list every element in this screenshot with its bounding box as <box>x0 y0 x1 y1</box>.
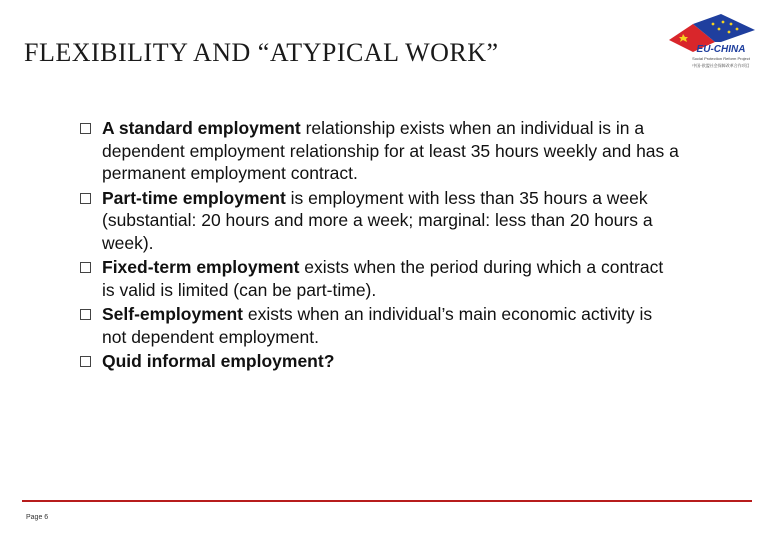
bullet-term: Part-time employment <box>102 187 286 208</box>
bullet-list <box>80 117 680 375</box>
bullet-description: is employment with less than 35 hours a week (substantial: 20 hours and more a week; marginal: less than 20 hours a week). <box>102 187 653 253</box>
bullet-text <box>102 257 663 300</box>
checkbox-bullet-icon <box>80 262 91 273</box>
footer-divider <box>22 500 752 502</box>
bullet-term: Self-employment <box>102 304 243 324</box>
bullet-description: relationship exists when an individual is in a dependent employment relationship for at least 35 hours weekly and has a permanent employment contract. <box>102 118 679 183</box>
logo-tagline-cn: 中国-欧盟社会保障改革合作项目 <box>692 63 750 68</box>
logo-tagline: Social Protection Reform Project <box>692 56 750 61</box>
eu-china-logo <box>663 12 769 74</box>
page-number: Page 6 <box>26 514 49 521</box>
checkbox-bullet-icon <box>80 123 91 134</box>
checkbox-bullet-icon <box>80 356 91 367</box>
checkbox-bullet-icon <box>80 193 91 204</box>
bullet-self-employment <box>80 303 680 348</box>
bullet-informal-employment <box>80 350 680 373</box>
bullet-text <box>102 351 334 371</box>
slide-title: FLEXIBILITY AND “ATYPICAL WORK” <box>24 38 499 67</box>
bullet-term: Quid informal employment? <box>102 351 335 371</box>
logo-brand-text: EU-CHINA <box>696 44 746 55</box>
bullet-term: A standard employment <box>102 118 301 138</box>
bullet-part-time-employment <box>80 187 680 255</box>
bullet-fixed-term-employment <box>80 256 680 301</box>
bullet-description: exists when the period during which a contract is valid is limited (can be part-time). <box>102 257 664 300</box>
bullet-text <box>102 118 679 183</box>
bullet-description: exists when an individual’s main economic activity is not dependent employment. <box>102 304 653 347</box>
bullet-text <box>102 188 653 253</box>
bullet-text <box>102 304 652 347</box>
checkbox-bullet-icon <box>80 309 91 320</box>
bullet-term: Fixed-term employment <box>102 257 300 277</box>
bullet-standard-employment <box>80 117 680 185</box>
